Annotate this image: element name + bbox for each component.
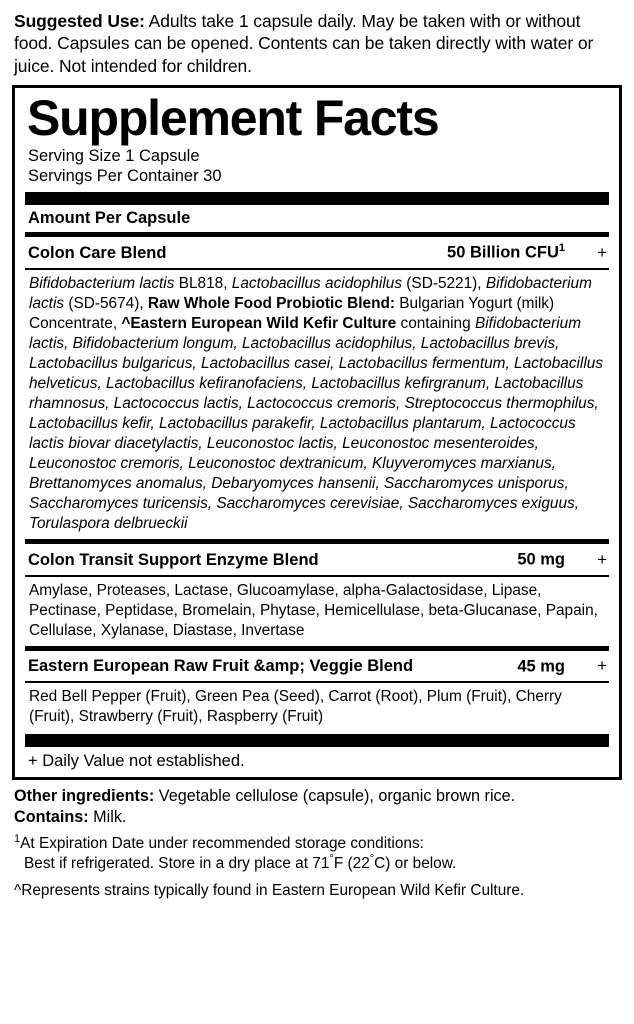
- footnote-line-2-mid: F (22: [333, 855, 370, 873]
- footnote-line-2: [14, 853, 620, 874]
- servings-per-container: Servings Per Container 30: [28, 167, 222, 186]
- other-ingredients-text: Vegetable cellulose (capsule), organic brown rice.: [154, 787, 516, 806]
- footnote-superscript: 1: [14, 832, 21, 845]
- amount-per-capsule-header: Amount Per Capsule: [28, 209, 191, 228]
- blend-daily-value: +: [597, 549, 607, 569]
- blend-amount: [517, 549, 593, 570]
- blend-amount-value: 50 mg: [517, 550, 565, 569]
- contains-label: Contains:: [14, 808, 89, 827]
- blend-ingredients: Bifidobacterium lactis BL818, Lactobacillus acidophilus (SD-5221), Bifidobacterium lactis (SD-5674), Raw Whole Food Probiotic Blend: Bulgarian Yogurt (milk) Concentrate, ^Eastern European Wild Kefir Culture containing Bifidobacterium lactis, Bifidobacterium longum, Lactobacillus acidophilus, Lactobacillus brevis, Lactobacillus bulgaricus, Lactobacillus casei, Lactobacillus fermentum, Lactobacillus helveticus, Lactobacillus kefiranofaciens, Lactobacillus kefirgranum, Lactobacillus rhamnosus, Lactococcus lactis, Lactococcus cremoris, Streptococcus thermophilus, Lactobacillus kefir, Lactobacillus parakefir, Lactobacillus plantarum, Lactococcus lactis biovar diacetylactis, Leuconostoc lactis, Leuconostoc mesenteroides, Leuconostoc cremoris, Leuconostoc dextranicum, Kluyveromyces marxianus, Brettanomyces anomalus, Debaryomyces hansenii, Saccharomyces unisporus, Saccharomyces turicensis, Saccharomyces cerevisiae, Saccharomyces exiguus, Torulaspora delbrueckii: [29, 274, 604, 533]
- suggested-use-label: Suggested Use:: [14, 11, 145, 31]
- blend-amount-superscript: 1: [558, 242, 565, 255]
- daily-value-note: + Daily Value not established.: [28, 752, 245, 771]
- blend-amount-value: 45 mg: [517, 657, 565, 676]
- blend-daily-value: +: [597, 242, 607, 262]
- panel-footer: [12, 786, 622, 900]
- rule-thick-top: [25, 192, 609, 205]
- blend-row: [25, 651, 609, 682]
- blend-ingredients: Red Bell Pepper (Fruit), Green Pea (Seed), Carrot (Root), Plum (Fruit), Cherry (Fruit), Strawberry (Fruit), Raspberry (Fruit): [29, 688, 562, 726]
- blend-ingredients: Amylase, Proteases, Lactase, Glucoamylase, alpha-Galactosidase, Lipase, Pectinase, Peptidase, Bromelain, Phytase, Hemicellulase, beta-Glucanase, Papain, Cellulase, Xylanase, Diastase, Invertase: [29, 581, 598, 639]
- kefir-strains-note: ^Represents strains typically found in Eastern European Wild Kefir Culture.: [14, 881, 525, 899]
- panel-title: Supplement Facts: [27, 90, 439, 147]
- suggested-use-paragraph: [14, 10, 620, 77]
- blend-name: Colon Care Blend: [28, 243, 167, 262]
- footnote-line-2-pre: Best if refrigerated. Store in a dry place at 71: [24, 855, 330, 873]
- degree-symbol-2: °: [369, 853, 375, 866]
- footnote-line-2-post: C) or below.: [374, 855, 457, 873]
- blend-row: [25, 237, 609, 268]
- serving-size: Serving Size 1 Capsule: [28, 147, 200, 166]
- blend-amount: [517, 656, 593, 677]
- footnote-line-1: At Expiration Date under recommended storage conditions:: [20, 834, 424, 852]
- suggested-use-text: Adults take 1 capsule daily. May be taken with or without food. Capsules can be opened. Contents can be taken directly with water or juice. Not intended for children.: [14, 11, 594, 76]
- rule-thick-bottom: [25, 734, 609, 747]
- contains-text: Milk.: [88, 808, 127, 827]
- degree-symbol-1: °: [329, 853, 334, 866]
- blend-row: [25, 544, 609, 575]
- blend-amount-value: 50 Billion CFU: [447, 243, 559, 262]
- blend-amount: [447, 242, 593, 263]
- blend-daily-value: +: [597, 656, 607, 676]
- other-ingredients-label: Other ingredients:: [14, 787, 155, 806]
- expiration-footnote: [14, 833, 620, 874]
- other-ingredients-line: [14, 786, 620, 806]
- contains-line: [14, 807, 620, 827]
- supplement-facts-panel: [12, 85, 622, 780]
- blend-name: Eastern European Raw Fruit &amp; Veggie Blend: [28, 657, 414, 676]
- blend-name: Colon Transit Support Enzyme Blend: [28, 550, 319, 569]
